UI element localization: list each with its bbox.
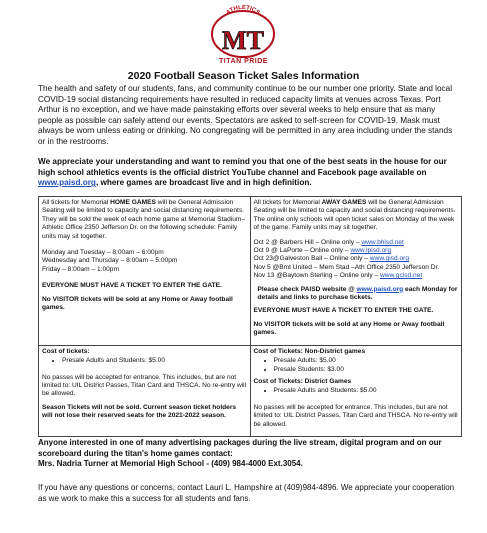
game-link[interactable]: www.gcisd.net bbox=[380, 272, 423, 280]
game-link[interactable]: www.lpisd.org bbox=[350, 247, 392, 255]
schedule-line: Wednesday and Thursday – 8:00am – 5:00pm bbox=[42, 257, 178, 265]
appreciation-text-end: , where games are broadcast live and in high definition. bbox=[95, 178, 312, 188]
home-cost-list bbox=[42, 357, 247, 365]
away-cost-cell bbox=[250, 345, 462, 436]
paisd-link[interactable]: www.paisd.org bbox=[38, 178, 96, 188]
away-check-website: Please check PAISD website @ www.paisd.org each Monday for details and links to purchase tickets. bbox=[257, 285, 458, 302]
away-cost-nd-title: Cost of Tickets: Non-District games bbox=[253, 347, 366, 355]
intro-paragraph: The health and safety of our students, fans, and community continue to be our number one priority. State and local COVID-19 social distancing requirements have resulted in reduced capacity limits at venues across Texas. Port Arthur is no exception, and we have made painstaking efforts over several weeks to help ensure that as many people as possible can safely attend our events. Spectators are asked to self-screen for COVID-19. Mask must always be worn unless eating or drinking. No congregating will be permitted in any area including under the stands or in the restrooms. bbox=[38, 84, 453, 146]
schedule-line: Friday – 8:00am – 1:00pm bbox=[42, 265, 119, 273]
away-intro: All tickets for Memorial AWAY GAMES will be General Admission Seating will be limited to capacity and social distancing requirements. The online only schools will open ticket sales on Monday of the week of the game. Family units may sit together. bbox=[253, 199, 456, 232]
titan-logo bbox=[198, 2, 288, 60]
list-item: Oct 23@Galveston Ball – Online only – www.gisd.org bbox=[253, 255, 410, 263]
closing-paragraph: If you have any questions or concerns, contact Lauri L. Hampshire at (409)984-4896. We appreciate your cooperation as we work to make this a success for all students and fans. bbox=[38, 483, 455, 503]
contact-text: Mrs. Nadria Turner at Memorial High School - (409) 984-4000 Ext.3054. bbox=[38, 459, 303, 468]
appreciation-paragraph bbox=[38, 157, 458, 189]
advertising-section bbox=[38, 438, 458, 470]
logo-caption: TITAN PRIDE bbox=[219, 58, 268, 65]
schedule-line: Monday and Tuesday – 8:00am – 6:00pm bbox=[42, 249, 164, 257]
list-item: • Presale Adults and Students: $5.00 bbox=[274, 387, 459, 395]
away-cost-d-title: Cost of Tickets: District Games bbox=[253, 377, 352, 385]
away-must-ticket: EVERYONE MUST HAVE A TICKET TO ENTER THE GATE. bbox=[253, 307, 434, 315]
season-tickets-note: Season Tickets will not be sold. Current season ticket holders will not lose their reserved seats for the 2021-2022 season. bbox=[42, 403, 237, 420]
away-no-visitor: No VISITOR tickets will be sold at any Home or Away football games. bbox=[253, 320, 445, 337]
home-games-cell bbox=[39, 197, 251, 346]
game-link[interactable]: www.bhisd.net bbox=[361, 238, 404, 246]
away-games-cell bbox=[250, 197, 462, 346]
list-item: Oct 2 @ Barbers Hill – Online only – www.bhisd.net bbox=[253, 238, 404, 246]
home-must-ticket: EVERYONE MUST HAVE A TICKET TO ENTER THE GATE. bbox=[42, 282, 222, 290]
home-passes: No passes will be accepted for entrance. This includes, but are not limited to: UIL District Passes, Titan Card and THSCA. No re-entry will be allowed. bbox=[42, 373, 247, 398]
ticket-table bbox=[38, 196, 462, 437]
advertising-text: Anyone interested in one of many advertising packages during the live stream, digital program and on our scoreboard during the titan's home games contact: bbox=[38, 438, 442, 458]
table-row bbox=[39, 345, 462, 436]
table-row bbox=[39, 197, 462, 346]
list-item: • Presale Adults and Students: $5.00 bbox=[62, 357, 247, 365]
list-item: Oct 9 @ LaPorte – Online only – www.lpisd.org bbox=[253, 247, 392, 255]
away-cost-d-list bbox=[254, 387, 459, 395]
paisd-link[interactable]: www.paisd.org bbox=[356, 285, 404, 293]
logo-monogram: MT bbox=[222, 26, 264, 55]
home-intro: All tickets for Memorial HOME GAMES will be General Admission Seating will be limited to capacity and social distancing requirements. They will be sold the week of each home game at Memorial Stadium–Athletic Office 2350 Jefferson Dr. on the following schedule: Family units may sit together. bbox=[42, 199, 246, 240]
page-title: 2020 Football Season Ticket Sales Information bbox=[127, 70, 360, 82]
game-link[interactable]: www.gisd.org bbox=[369, 255, 410, 263]
home-schedule bbox=[42, 249, 247, 274]
home-cost-cell bbox=[39, 345, 251, 436]
home-cost-title: Cost of tickets: bbox=[42, 347, 90, 355]
list-item: • Presale Adults: $5.00 bbox=[274, 357, 459, 365]
list-item: • Presale Students: $3.00 bbox=[274, 366, 459, 374]
away-cost-nd-list bbox=[254, 357, 459, 374]
away-passes: No passes will be accepted for entrance. This includes, but are not limited to: UIL District Passes, Titan Card and THSCA. No re-entry will be allowed. bbox=[253, 403, 458, 428]
logo-arc-text: ATHLETICS bbox=[225, 4, 261, 17]
list-item: Nov 13 @Baytown Sterling – Online only – www.gcisd.net bbox=[253, 272, 423, 280]
list-item: Nov 5 @Bmt United – Mem Stad –Ath Office 2350 Jefferson Dr. bbox=[253, 263, 440, 271]
away-games-list bbox=[254, 239, 459, 281]
appreciation-text: We appreciate your understanding and want to remind you that one of the best seats in the house for our high school athletics events is the official district YouTube channel and Facebook page available on bbox=[38, 157, 447, 177]
home-no-visitor: No VISITOR tickets will be sold at any Home or Away football games. bbox=[42, 295, 233, 312]
